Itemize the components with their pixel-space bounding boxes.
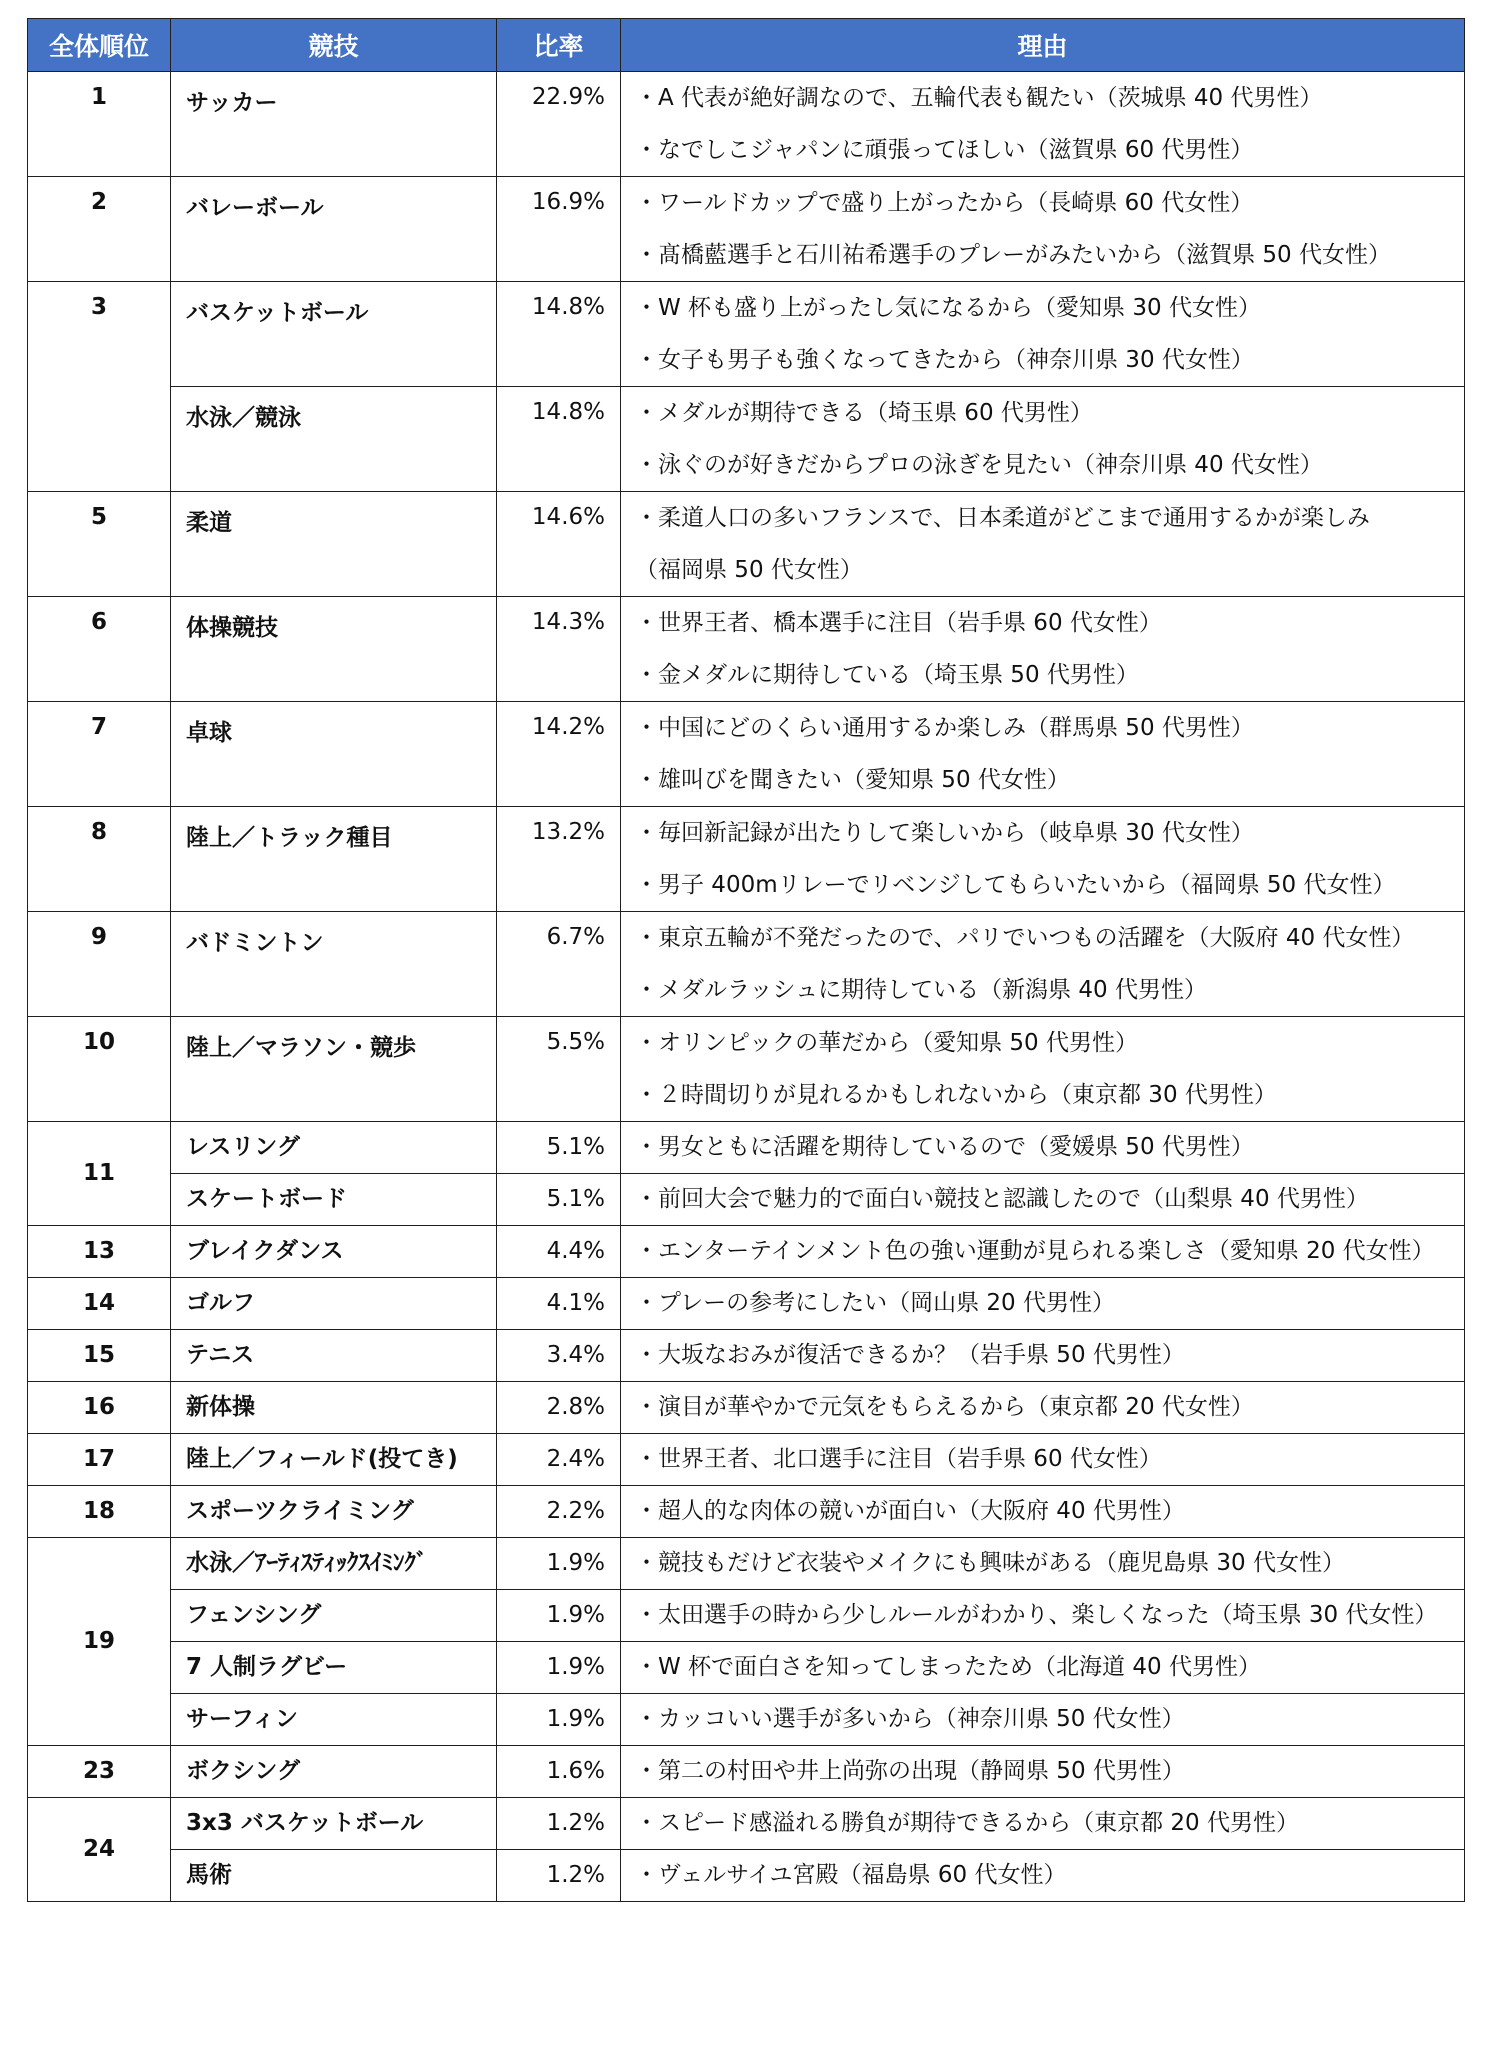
table-row <box>28 1017 1465 1122</box>
sport-cell: スポーツクライミング <box>171 1486 497 1538</box>
ratio-cell: 2.4% <box>497 1434 621 1486</box>
reason-line: ・中国にどのくらい通用するか楽しみ（群馬県 50 代男性） <box>635 715 1254 741</box>
table-row <box>28 72 1465 177</box>
rank-cell: 1 <box>28 72 171 177</box>
sport-cell: 水泳／ｱｰﾃｨｽﾃｨｯｸｽｲﾐﾝｸﾞ <box>171 1538 497 1590</box>
table-row <box>28 1382 1465 1434</box>
reason-line: ・エンターテインメント色の強い運動が見られる楽しさ（愛知県 20 代女性） <box>635 1238 1435 1264</box>
rank-cell: 24 <box>28 1798 171 1902</box>
reason-cell <box>621 1017 1465 1122</box>
table-row <box>28 1746 1465 1798</box>
ratio-cell: 14.8% <box>497 282 621 387</box>
ratio-cell: 1.9% <box>497 1590 621 1642</box>
ranking-table <box>27 18 1465 1902</box>
reason-cell <box>621 702 1465 807</box>
sport-cell: 体操競技 <box>171 597 497 702</box>
table-row <box>28 1122 1465 1174</box>
header-sport: 競技 <box>171 19 497 72</box>
ratio-cell: 16.9% <box>497 177 621 282</box>
table-row <box>28 597 1465 702</box>
table-row <box>28 1330 1465 1382</box>
reason-cell <box>621 1382 1465 1434</box>
sport-cell: サッカー <box>171 72 497 177</box>
rank-cell: 9 <box>28 912 171 1017</box>
reason-line: ・W 杯で面白さを知ってしまったため（北海道 40 代男性） <box>635 1654 1261 1680</box>
reason-line: ・A 代表が絶好調なので、五輪代表も観たい（茨城県 40 代男性） <box>635 85 1323 111</box>
table-row <box>28 1278 1465 1330</box>
ratio-cell: 14.6% <box>497 492 621 597</box>
header-rank: 全体順位 <box>28 19 171 72</box>
header-ratio: 比率 <box>497 19 621 72</box>
header-reason: 理由 <box>621 19 1465 72</box>
ratio-cell: 14.2% <box>497 702 621 807</box>
reason-line: ・W 杯も盛り上がったし気になるから（愛知県 30 代女性） <box>635 295 1261 321</box>
reason-cell <box>621 1694 1465 1746</box>
rank-cell: 17 <box>28 1434 171 1486</box>
ratio-cell: 4.4% <box>497 1226 621 1278</box>
ratio-cell: 1.2% <box>497 1798 621 1850</box>
reason-line: ・競技もだけど衣装やメイクにも興味がある（鹿児島県 30 代女性） <box>635 1550 1345 1576</box>
reason-cell <box>621 1278 1465 1330</box>
reason-cell <box>621 72 1465 177</box>
reason-line: ・毎回新記録が出たりして楽しいから（岐阜県 30 代女性） <box>635 820 1254 846</box>
reason-line: ・前回大会で魅力的で面白い競技と認識したので（山梨県 40 代男性） <box>635 1186 1369 1212</box>
reason-line: ・２時間切りが見れるかもしれないから（東京都 30 代男性） <box>635 1082 1277 1108</box>
rank-cell: 7 <box>28 702 171 807</box>
table-row <box>28 1486 1465 1538</box>
reason-cell <box>621 1746 1465 1798</box>
reason-cell <box>621 1434 1465 1486</box>
reason-cell <box>621 1174 1465 1226</box>
reason-cell <box>621 597 1465 702</box>
rank-cell: 11 <box>28 1122 171 1226</box>
sport-cell: 馬術 <box>171 1850 497 1902</box>
rank-cell: 15 <box>28 1330 171 1382</box>
ratio-cell: 3.4% <box>497 1330 621 1382</box>
table-row <box>28 1642 1465 1694</box>
sport-cell: 水泳／競泳 <box>171 387 497 492</box>
reason-cell <box>621 1538 1465 1590</box>
reason-line: ・スピード感溢れる勝負が期待できるから（東京都 20 代男性） <box>635 1810 1299 1836</box>
ratio-cell: 14.3% <box>497 597 621 702</box>
reason-cell <box>621 387 1465 492</box>
rank-cell: 19 <box>28 1538 171 1746</box>
ratio-cell: 5.1% <box>497 1174 621 1226</box>
reason-cell <box>621 1226 1465 1278</box>
table-row <box>28 282 1465 387</box>
rank-cell: 14 <box>28 1278 171 1330</box>
rank-cell: 16 <box>28 1382 171 1434</box>
sport-cell: バレーボール <box>171 177 497 282</box>
reason-cell <box>621 912 1465 1017</box>
table-row <box>28 1694 1465 1746</box>
reason-line: ・ワールドカップで盛り上がったから（長崎県 60 代女性） <box>635 190 1254 216</box>
ratio-cell: 22.9% <box>497 72 621 177</box>
sport-cell: ブレイクダンス <box>171 1226 497 1278</box>
sport-cell: 陸上／フィールド(投てき) <box>171 1434 497 1486</box>
reason-line: ・太田選手の時から少しルールがわかり、楽しくなった（埼玉県 30 代女性） <box>635 1602 1438 1628</box>
reason-line: ・ヴェルサイユ宮殿（福島県 60 代女性） <box>635 1862 1067 1888</box>
reason-line: ・世界王者、橋本選手に注目（岩手県 60 代女性） <box>635 610 1162 636</box>
ratio-cell: 4.1% <box>497 1278 621 1330</box>
table-header-row <box>28 19 1465 72</box>
reason-cell <box>621 177 1465 282</box>
table-row <box>28 807 1465 912</box>
sport-cell: ゴルフ <box>171 1278 497 1330</box>
sport-cell: バドミントン <box>171 912 497 1017</box>
table-row <box>28 1226 1465 1278</box>
rank-cell: 10 <box>28 1017 171 1122</box>
sport-cell: 陸上／マラソン・競歩 <box>171 1017 497 1122</box>
rank-cell: 5 <box>28 492 171 597</box>
sport-cell: 柔道 <box>171 492 497 597</box>
reason-line: ・演目が華やかで元気をもらえるから（東京都 20 代女性） <box>635 1394 1254 1420</box>
ratio-cell: 13.2% <box>497 807 621 912</box>
reason-line: ・世界王者、北口選手に注目（岩手県 60 代女性） <box>635 1446 1162 1472</box>
table-row <box>28 177 1465 282</box>
reason-cell <box>621 1486 1465 1538</box>
rank-cell: 13 <box>28 1226 171 1278</box>
sport-cell: 3x3 バスケットボール <box>171 1798 497 1850</box>
rank-cell: 8 <box>28 807 171 912</box>
reason-line: ・泳ぐのが好きだからプロの泳ぎを見たい（神奈川県 40 代女性） <box>635 452 1323 478</box>
reason-line: ・金メダルに期待している（埼玉県 50 代男性） <box>635 662 1139 688</box>
sport-cell: サーフィン <box>171 1694 497 1746</box>
ratio-cell: 2.2% <box>497 1486 621 1538</box>
table-row <box>28 912 1465 1017</box>
reason-line: （福岡県 50 代女性） <box>635 557 863 583</box>
reason-cell <box>621 807 1465 912</box>
rank-cell: 2 <box>28 177 171 282</box>
rank-cell: 6 <box>28 597 171 702</box>
ratio-cell: 14.8% <box>497 387 621 492</box>
reason-line: ・第二の村田や井上尚弥の出現（静岡県 50 代男性） <box>635 1758 1185 1784</box>
ratio-cell: 5.5% <box>497 1017 621 1122</box>
ratio-cell: 6.7% <box>497 912 621 1017</box>
ratio-cell: 1.9% <box>497 1642 621 1694</box>
reason-line: ・東京五輪が不発だったので、パリでいつもの活躍を（大阪府 40 代女性） <box>635 925 1415 951</box>
reason-line: ・男女ともに活躍を期待しているので（愛媛県 50 代男性） <box>635 1134 1254 1160</box>
reason-line: ・女子も男子も強くなってきたから（神奈川県 30 代女性） <box>635 347 1254 373</box>
reason-line: ・超人的な肉体の競いが面白い（大阪府 40 代男性） <box>635 1498 1185 1524</box>
reason-line: ・柔道人口の多いフランスで、日本柔道がどこまで通用するかが楽しみ <box>635 505 1370 531</box>
sport-cell: 陸上／トラック種目 <box>171 807 497 912</box>
table-row <box>28 387 1465 492</box>
reason-line: ・メダルが期待できる（埼玉県 60 代男性） <box>635 400 1093 426</box>
reason-line: ・メダルラッシュに期待している（新潟県 40 代男性） <box>635 977 1207 1003</box>
sport-cell: レスリング <box>171 1122 497 1174</box>
rank-cell: 23 <box>28 1746 171 1798</box>
reason-line: ・男子 400mリレーでリベンジしてもらいたいから（福岡県 50 代女性） <box>635 872 1396 898</box>
reason-line: ・雄叫びを聞きたい（愛知県 50 代女性） <box>635 767 1070 793</box>
ratio-cell: 1.9% <box>497 1694 621 1746</box>
ratio-cell: 5.1% <box>497 1122 621 1174</box>
reason-line: ・カッコいい選手が多いから（神奈川県 50 代女性） <box>635 1706 1185 1732</box>
reason-line: ・オリンピックの華だから（愛知県 50 代男性） <box>635 1030 1138 1056</box>
reason-cell <box>621 1642 1465 1694</box>
ratio-cell: 1.6% <box>497 1746 621 1798</box>
reason-cell <box>621 1798 1465 1850</box>
table-row <box>28 1174 1465 1226</box>
sport-cell: テニス <box>171 1330 497 1382</box>
ratio-cell: 1.2% <box>497 1850 621 1902</box>
sport-cell: スケートボード <box>171 1174 497 1226</box>
ratio-cell: 2.8% <box>497 1382 621 1434</box>
rank-cell: 3 <box>28 282 171 492</box>
sport-cell: フェンシング <box>171 1590 497 1642</box>
reason-cell <box>621 492 1465 597</box>
sport-cell: ボクシング <box>171 1746 497 1798</box>
table-row <box>28 702 1465 807</box>
reason-line: ・プレーの参考にしたい（岡山県 20 代男性） <box>635 1290 1115 1316</box>
sport-cell: 新体操 <box>171 1382 497 1434</box>
table-row <box>28 1538 1465 1590</box>
reason-cell <box>621 282 1465 387</box>
sport-cell: 卓球 <box>171 702 497 807</box>
reason-cell <box>621 1850 1465 1902</box>
reason-line: ・なでしこジャパンに頑張ってほしい（滋賀県 60 代男性） <box>635 137 1254 163</box>
reason-cell <box>621 1330 1465 1382</box>
rank-cell: 18 <box>28 1486 171 1538</box>
reason-cell <box>621 1590 1465 1642</box>
table-row <box>28 1850 1465 1902</box>
reason-cell <box>621 1122 1465 1174</box>
table-row <box>28 492 1465 597</box>
table-row <box>28 1798 1465 1850</box>
table-row <box>28 1434 1465 1486</box>
sport-cell: 7 人制ラグビー <box>171 1642 497 1694</box>
ratio-cell: 1.9% <box>497 1538 621 1590</box>
table-row <box>28 1590 1465 1642</box>
reason-line: ・大坂なおみが復活できるか？（岩手県 50 代男性） <box>635 1342 1185 1368</box>
sport-cell: バスケットボール <box>171 282 497 387</box>
reason-line: ・髙橋藍選手と石川祐希選手のプレーがみたいから（滋賀県 50 代女性） <box>635 242 1391 268</box>
